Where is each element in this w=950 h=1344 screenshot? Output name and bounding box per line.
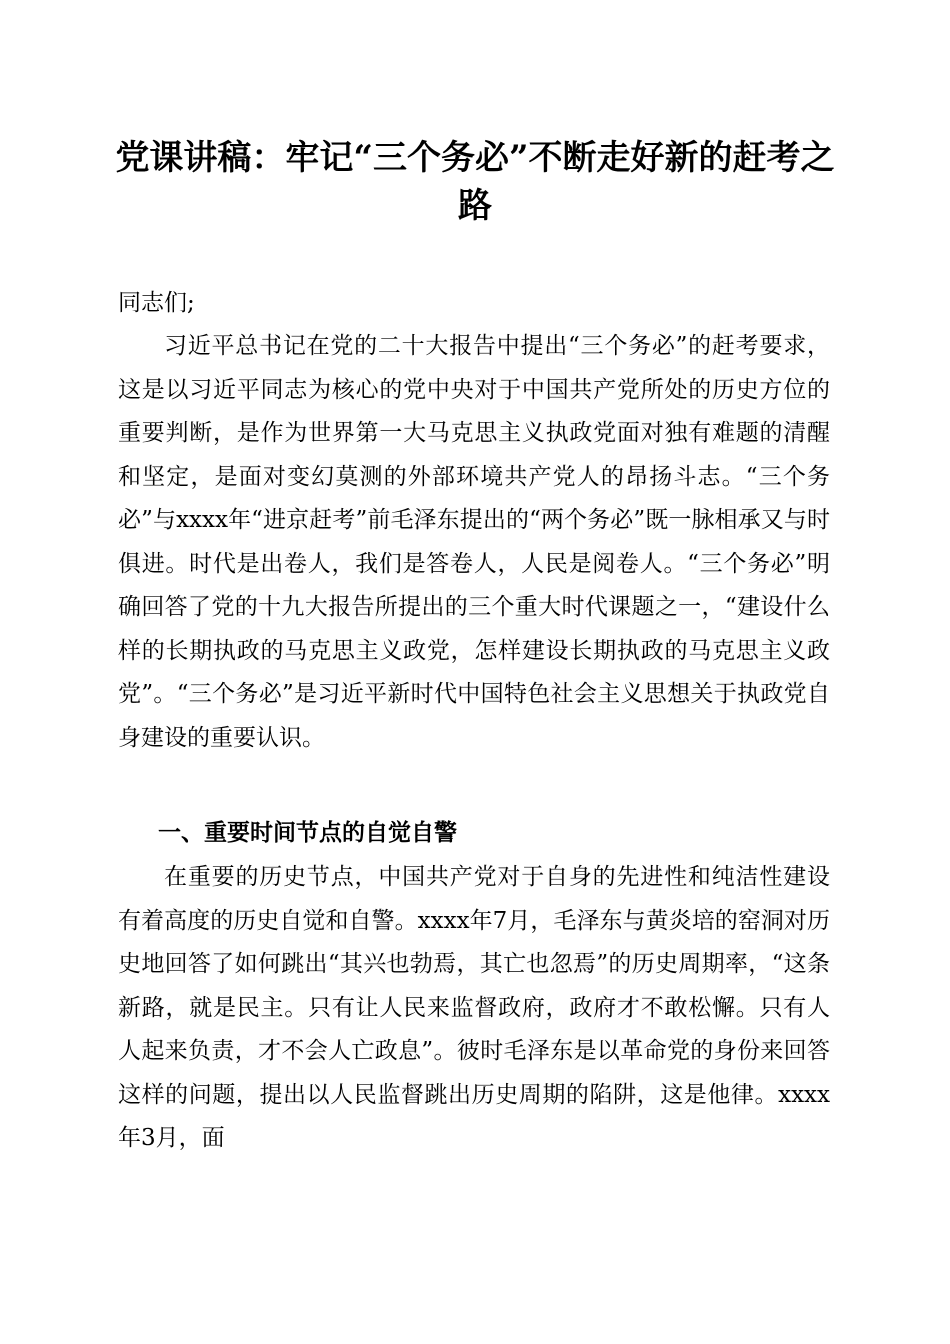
section-heading: 一、重要时间节点的自觉自警	[158, 820, 457, 846]
paragraph-intro: 习近平总书记在党的二十大报告中提出“三个务必”的赶考要求，这是以习近平同志为核心的党中央对于中国共产党所处的历史方位的重要判断，是作为世界第一大马克思主义执政党面对独有难题的清醒和坚定，是面对变幻莫测的外部环境共产党人的昂扬斗志。“三个务必”与xxxx年“进京赶考”前毛泽东提出的“两个务必”既一脉相承又与时俱进。时代是出卷人，我们是答卷人，人民是阅卷人。“三个务必”明确回答了党的十九大报告所提出的三个重大时代课题之一，“建设什么样的长期执政的马克思主义政党，怎样建设长期执政的马克思主义政党”。“三个务必”是习近平新时代中国特色社会主义思想关于执政党自身建设的重要认识。	[118, 333, 830, 751]
document-title: 党课讲稿：牢记“三个务必”不断走好新的赶考之路	[115, 138, 835, 226]
paragraph-section-one: 在重要的历史节点，中国共产党对于自身的先进性和纯洁性建设有着高度的历史自觉和自警。xxxx年7月，毛泽东与黄炎培的窑洞对历史地回答了如何跳出“其兴也勃焉，其亡也忽焉”的历史周期率，“这条新路，就是民主。只有让人民来监督政府，政府才不敢松懈。只有人人起来负责，才不会人亡政息”。彼时毛泽东是以革命党的身份来回答这样的问题，提出以人民监督跳出历史周期的陷阱，这是他律。xxxx年3月，面	[118, 864, 830, 1151]
salutation: 同志们;	[118, 290, 195, 316]
